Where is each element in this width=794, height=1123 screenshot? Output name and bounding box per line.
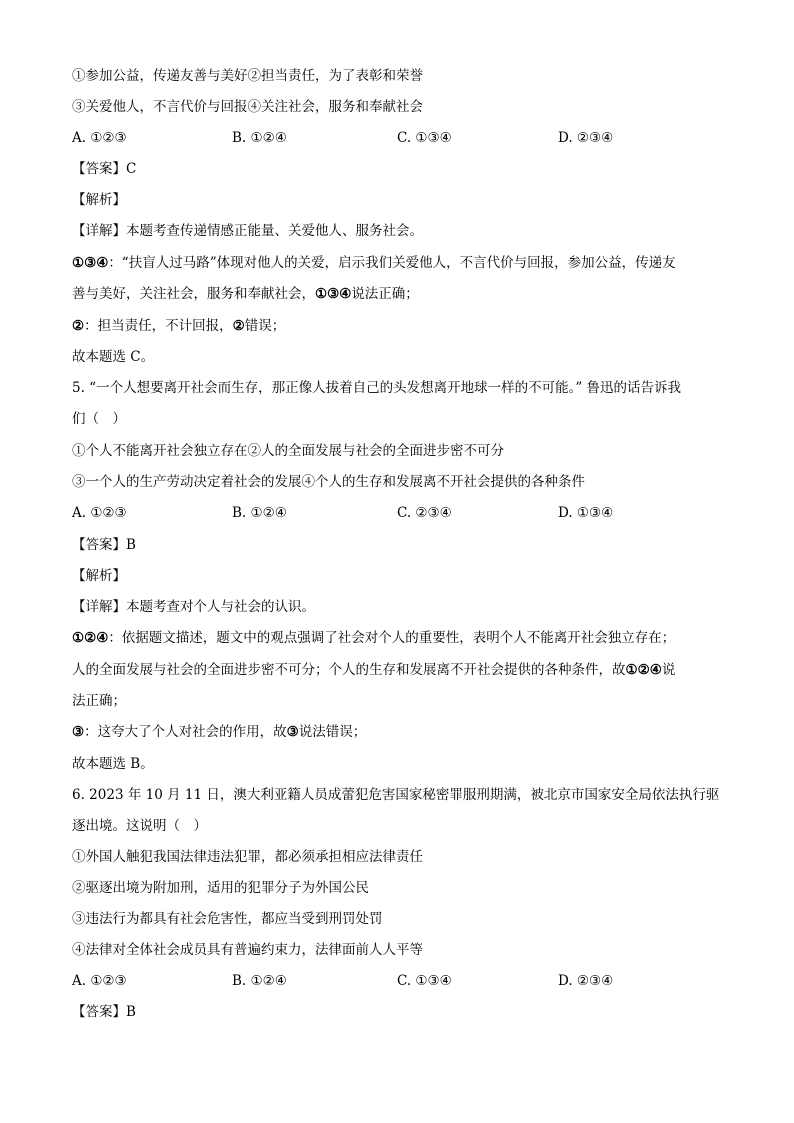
q5-wrong-choice: ③ [72,724,85,740]
q5-option-c: C. ②③④ [397,505,452,521]
q6-stem-line-1: 6. 2023 年 10 月 11 日，澳大利亚籍人员成蕾犯危害国家秘密罪服刑期满，被北京市国家安全局依法执行驱 [72,787,720,803]
q6-option-d: D. ②③④ [558,973,614,989]
q4-explanation-2 [72,316,732,336]
q5-answer [72,535,732,555]
q4-statement-line-2: ③关爱他人，不言代价与回报④关注社会，服务和奉献社会 [72,99,423,115]
q5-detail-text: 本题考查对个人与社会的认识。 [126,599,315,615]
q6-statement-1: ①外国人触犯我国法律违法犯罪，都必须承担相应法律责任 [72,849,423,865]
q5-answer-label: 【答案】 [72,537,126,553]
q5-explanation-text: 说 [661,662,676,678]
q5-explanation-text: 说法错误； [298,724,367,740]
q4-explanation-1b [72,284,732,304]
q5-key-choices: ①②④ [72,630,109,646]
q5-detail-label: 【详解】 [72,599,126,615]
q4-option-d: D. ②③④ [558,130,614,146]
q6-answer [72,1002,732,1022]
q4-key-choices: ①③④ [315,286,352,302]
q6-option-b: B. ①②④ [232,973,287,989]
q6-statement-2: ②驱逐出境为附加刑，适用的犯罪分子为外国公民 [72,880,369,896]
q6-option-a: A. ①②③ [72,973,127,989]
q5-explanation-text: ：依据题文描述，题文中的观点强调了社会对个人的重要性，表明个人不能离开社会独立存在； [108,630,676,646]
q4-detail-label: 【详解】 [72,223,126,239]
q4-option-a: A. ①②③ [72,130,127,146]
q6-statement-3: ③违法行为都具有社会危害性，都应当受到刑罚处罚 [72,911,383,927]
q4-explanation-text: 善与美好，关注社会，服务和奉献社会， [72,286,315,302]
q5-analysis-label: 【解析】 [72,568,126,584]
q5-stem-line-1: 5. “一个人想要离开社会而生存，那正像人拔着自己的头发想离开地球一样的不可能。” 鲁迅的话告诉我 [72,380,682,396]
q5-stem-line-2: 们（ ） [72,411,126,427]
q6-option-c: C. ①③④ [397,973,452,989]
q4-detail [72,221,732,241]
q4-detail-text: 本题考查传递情感正能量、关爱他人、服务社会。 [126,223,423,239]
q5-option-d: D. ①③④ [558,505,614,521]
q5-option-a: A. ①②③ [72,505,127,521]
q4-analysis-label: 【解析】 [72,192,126,208]
q5-option-b: B. ①②④ [232,505,287,521]
q5-statement-line-2: ③一个人的生产劳动决定着社会的发展④个人的生存和发展离不开社会提供的各种条件 [72,474,585,490]
q6-answer-value: B [126,1004,136,1020]
q6-answer-label: 【答案】 [72,1004,126,1020]
q5-explanation-1b [72,660,732,680]
q4-wrong-choice: ② [232,318,245,334]
q4-key-choices: ①③④ [72,255,109,271]
q4-answer-value: C [126,161,137,177]
q6-statement-4: ④法律对全体社会成员具有普遍约束力，法律面前人人平等 [72,942,423,958]
q4-explanation-text: ：“扶盲人过马路”体现对他人的关爱，启示我们关爱他人，不言代价与回报，参加公益，传递友 [108,255,676,271]
q5-explanation-2 [72,722,732,742]
q5-statement-line-1: ①个人不能离开社会独立存在②人的全面发展与社会的全面进步密不可分 [72,443,504,459]
q5-key-choices: ①②④ [625,662,662,678]
q4-option-b: B. ①②④ [232,130,287,146]
q4-statement-line-1: ①参加公益，传递友善与美好②担当责任，为了表彰和荣誉 [72,68,423,84]
q5-answer-value: B [126,537,136,553]
q4-explanation-text: 错误； [244,318,286,334]
q5-explanation-text: ：这夸大了个人对社会的作用，故 [84,724,287,740]
q4-answer-label: 【答案】 [72,161,126,177]
q4-explanation-text: 说法正确； [351,286,419,302]
q5-explanation-1c: 法正确； [72,693,126,709]
q5-explanation-1a [72,628,732,648]
q4-wrong-choice: ② [72,318,85,334]
q4-answer [72,159,732,179]
q4-explanation-text: ：担当责任，不计回报， [84,318,233,334]
q6-stem-line-2: 逐出境。这说明（ ） [72,818,207,834]
q5-conclusion: 故本题选 B。 [72,756,154,772]
q5-explanation-text: 人的全面发展与社会的全面进步密不可分；个人的生存和发展离不开社会提供的各种条件，故 [72,662,626,678]
q5-wrong-choice: ③ [286,724,299,740]
q5-detail [72,597,732,617]
q4-conclusion: 故本题选 C。 [72,349,155,365]
q4-explanation-1a [72,253,732,273]
q4-option-c: C. ①③④ [397,130,452,146]
